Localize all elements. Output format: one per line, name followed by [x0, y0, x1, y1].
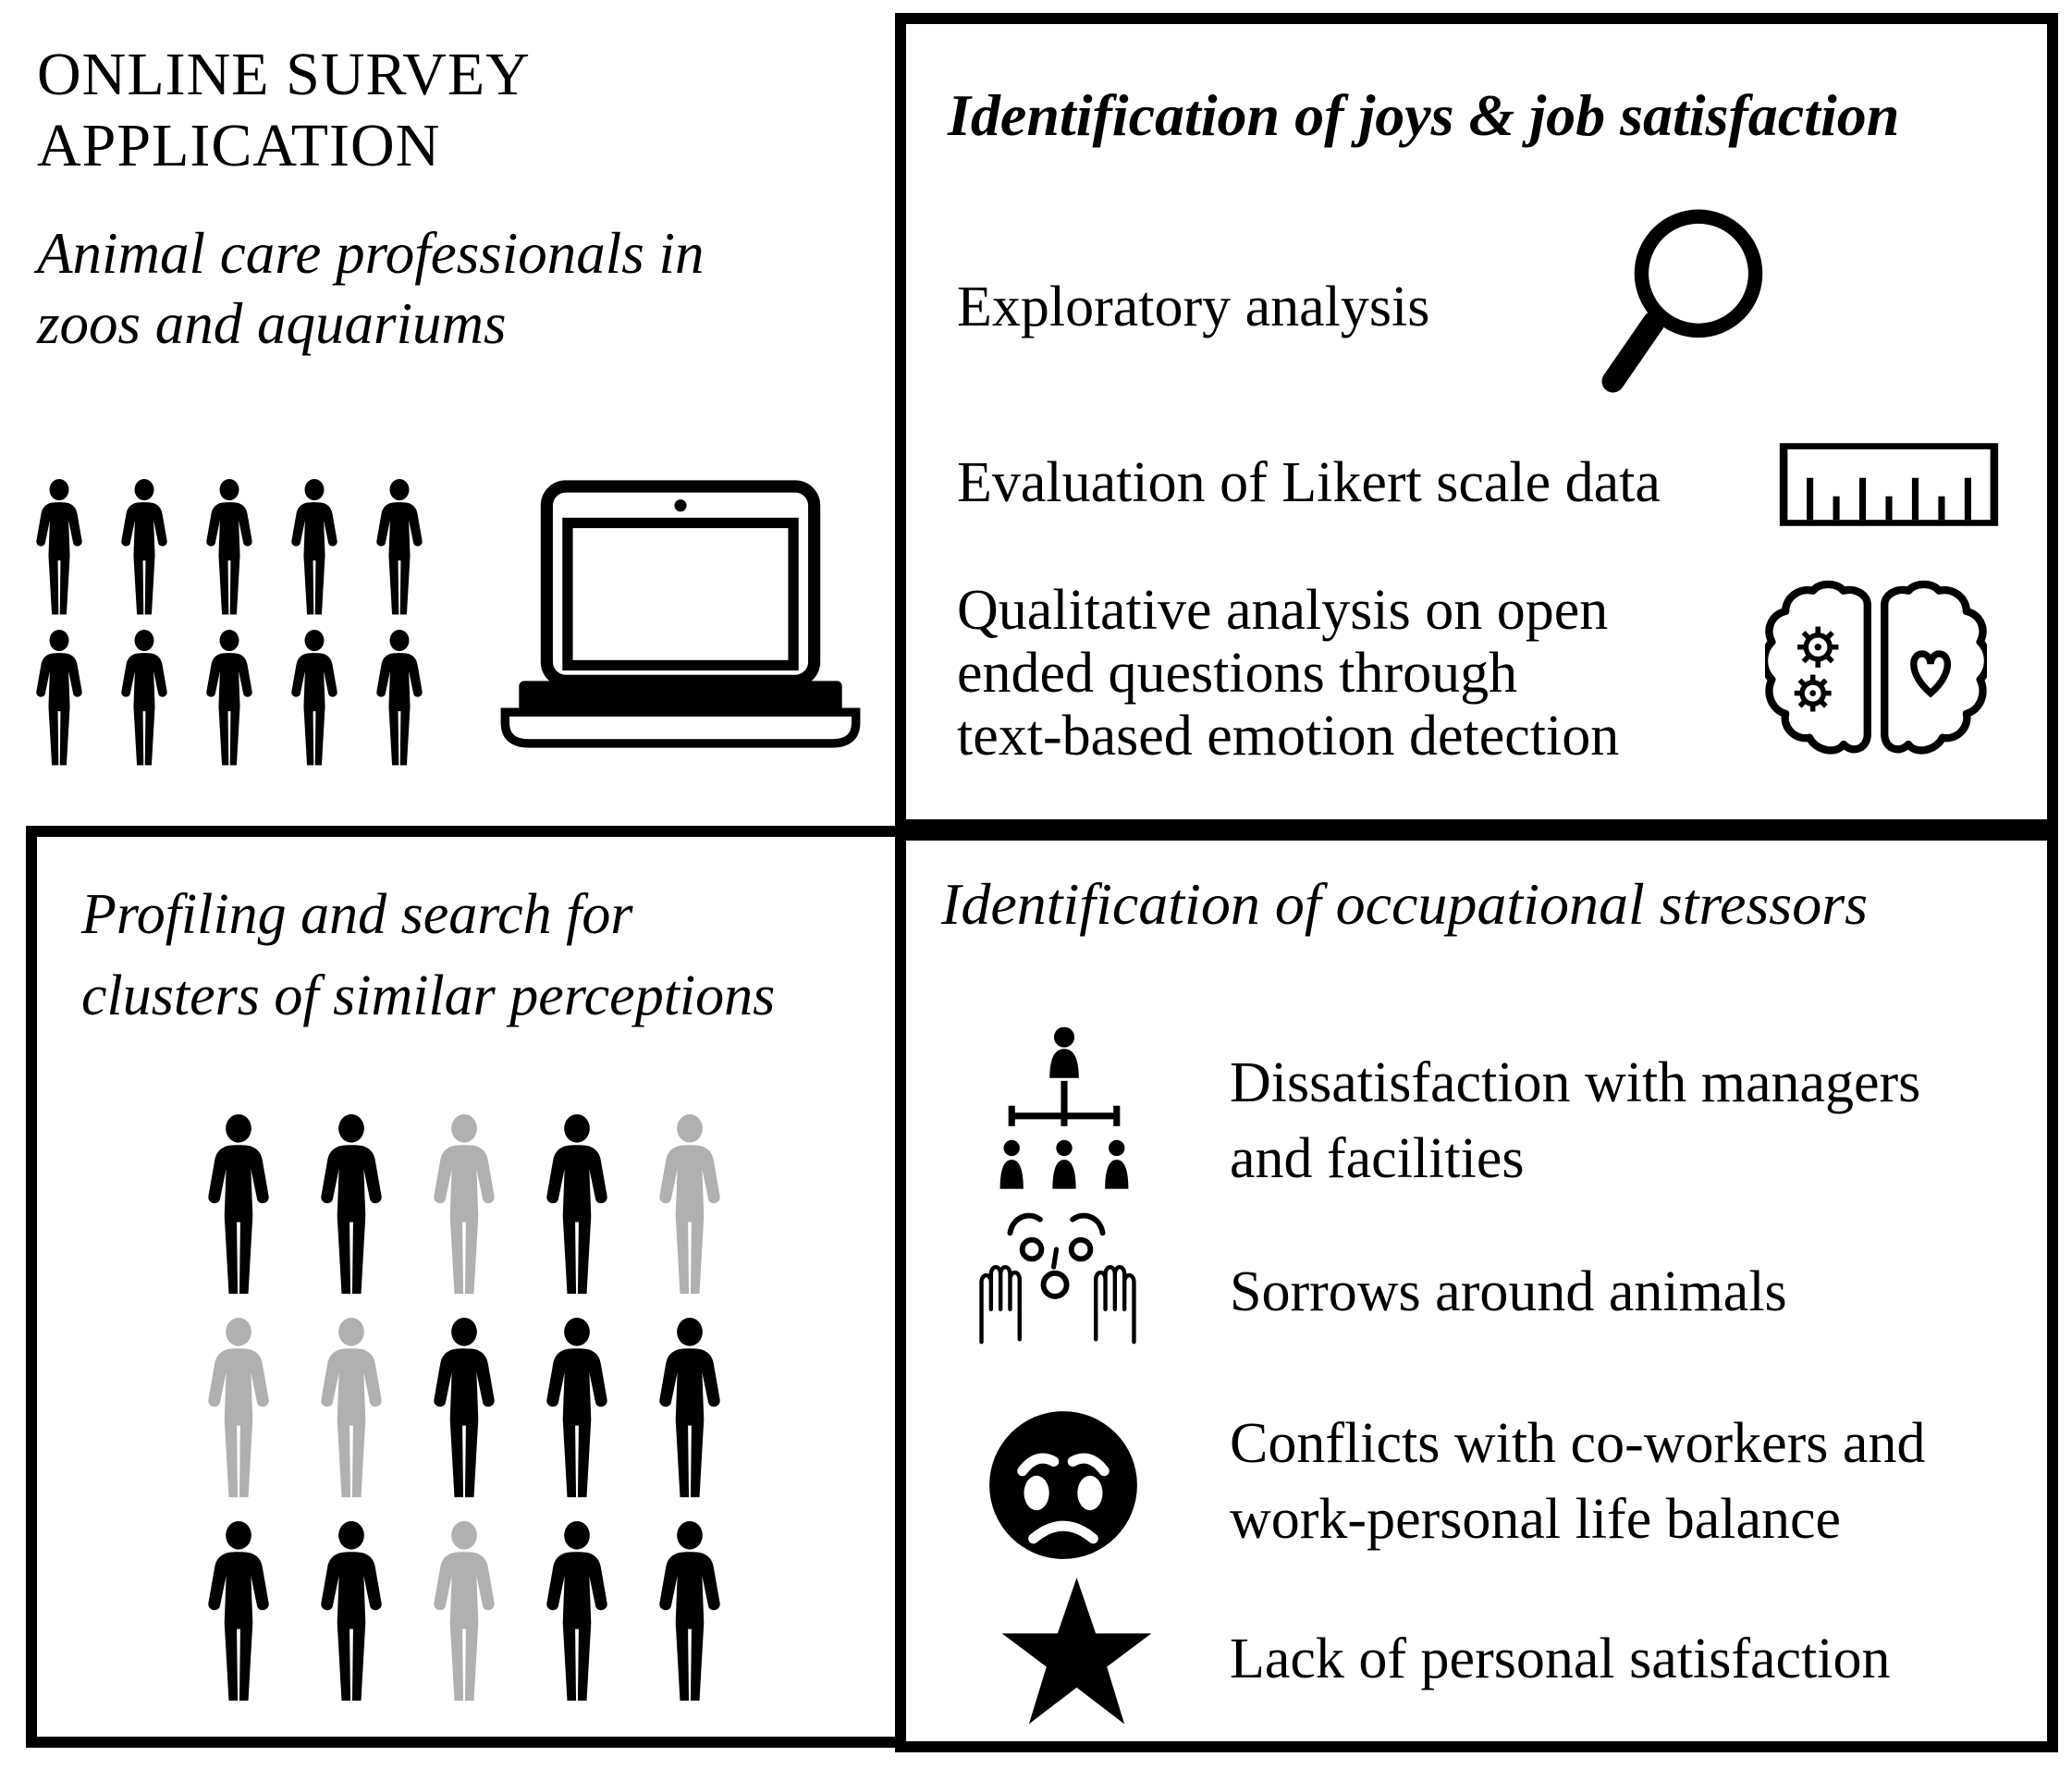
magnifier-icon	[1576, 204, 1780, 408]
item-qualitative-analysis: Qualitative analysis on open ended questions through text-based emotion detection	[957, 579, 1620, 768]
quadrant-joys-satisfaction	[895, 13, 2058, 830]
laptop-icon	[481, 473, 880, 756]
person-figure-black	[108, 479, 180, 616]
joys-header: Identification of joys & job satisfaction	[948, 82, 1900, 148]
org-chart-icon	[991, 1026, 1137, 1215]
person-figure-black	[644, 1521, 736, 1702]
person-figure-black	[531, 1318, 623, 1499]
stressor-managers: Dissatisfaction with managers and facilities	[1230, 1051, 1921, 1190]
sad-face-icon	[985, 1407, 1142, 1564]
item-likert-evaluation: Evaluation of Likert scale data	[957, 451, 1661, 514]
person-figure-gray	[644, 1114, 736, 1296]
page-title	[37, 39, 531, 181]
profiling-header: Profiling and search for clusters of similar perceptions	[81, 883, 776, 1028]
person-figure-black	[305, 1114, 398, 1296]
person-figure-black	[531, 1114, 623, 1296]
person-figure-black	[644, 1318, 736, 1499]
quadrant-profiling-clusters	[26, 826, 906, 1748]
person-figure-black	[305, 1521, 398, 1702]
quadrant-online-survey	[0, 0, 895, 826]
quadrant-occupational-stressors	[895, 829, 2058, 1752]
person-figure-black	[192, 1521, 285, 1702]
page-title-line2: APPLICATION	[37, 112, 441, 180]
stressors-header: Identification of occupational stressors	[941, 871, 1868, 937]
respondents-pictogram	[23, 479, 437, 768]
gear-icon	[1797, 627, 1838, 668]
person-figure-black	[23, 630, 95, 767]
person-figure-black	[278, 479, 350, 616]
page-title-line1: ONLINE SURVEY	[37, 41, 531, 108]
brain-icon	[1765, 577, 1987, 779]
person-figure-black	[531, 1521, 623, 1702]
person-figure-black	[193, 479, 265, 616]
clusters-pictogram	[192, 1114, 738, 1704]
stressor-satisfaction: Lack of personal satisfaction	[1230, 1628, 1891, 1690]
person-figure-gray	[305, 1318, 398, 1499]
person-figure-black	[363, 630, 435, 767]
ruler-icon	[1777, 441, 2001, 528]
stressor-conflicts: Conflicts with co-workers and work-personal life balance	[1230, 1412, 1926, 1551]
person-figure-black	[363, 479, 435, 616]
person-figure-gray	[418, 1521, 510, 1702]
person-figure-gray	[418, 1114, 510, 1296]
person-figure-black	[108, 630, 180, 767]
anxious-face-hands-icon	[969, 1203, 1146, 1353]
item-exploratory-analysis: Exploratory analysis	[957, 276, 1430, 338]
person-figure-black	[278, 630, 350, 767]
gear-icon	[1795, 675, 1832, 712]
population-subtitle: Animal care professionals in zoos and aquariums	[37, 221, 705, 357]
person-figure-black	[193, 630, 265, 767]
heart-icon	[1914, 654, 1948, 694]
person-figure-black	[23, 479, 95, 616]
person-figure-gray	[192, 1318, 285, 1499]
person-figure-black	[418, 1318, 510, 1499]
star-icon	[991, 1573, 1162, 1732]
stressor-sorrows: Sorrows around animals	[1230, 1260, 1787, 1323]
person-figure-black	[192, 1114, 285, 1296]
